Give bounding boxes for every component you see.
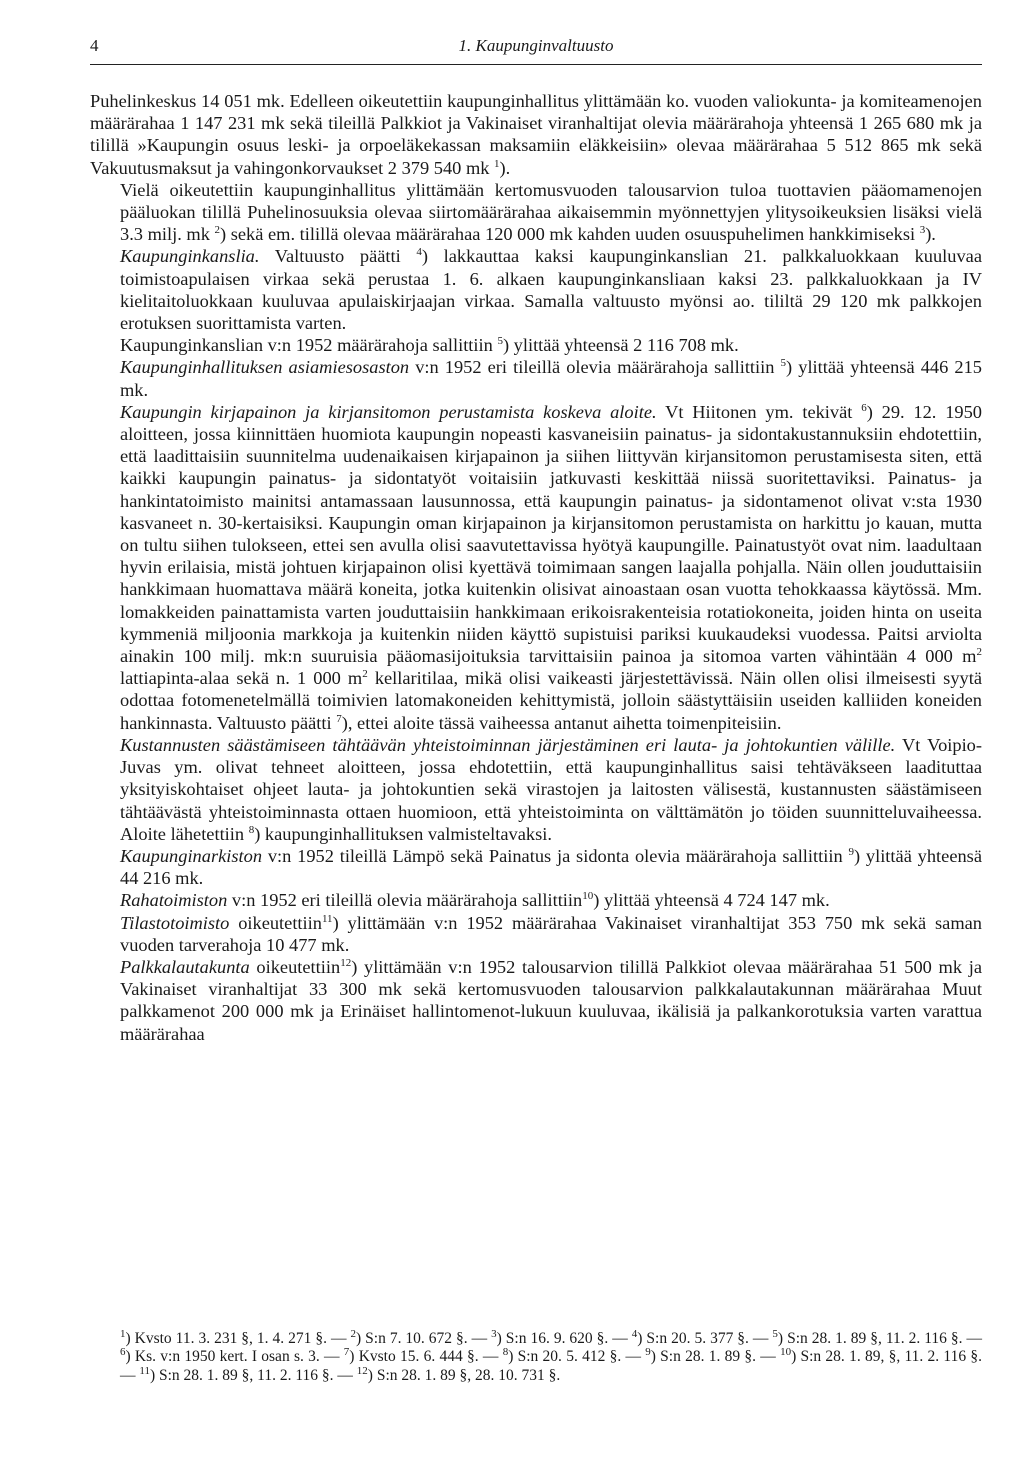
footnote-reference: 12 [340,956,352,969]
text-run: ) S:n 28. 1. 89, §, 11. 2. 116 §. — [120,1348,982,1384]
footnote-reference: 3 [491,1327,497,1340]
footnote-reference: 9 [848,845,854,858]
text-run: ) ylittää yhteensä 4 724 147 mk. [593,890,830,911]
text-run: Valtuusto päätti [259,246,417,267]
paragraph [120,912,982,956]
text-run: ) S:n 28. 1. 89 §, 11. 2. 116 §. — [777,1330,982,1347]
paragraph [90,90,982,179]
italic-heading: Palkkalautakunta [120,956,250,977]
footnote-reference: 5 [780,357,787,370]
footnote-reference: 5 [497,335,503,348]
text-run: ) lakkauttaa kaksi kaupunginkanslian 21. palkkaluokkaan kuuluvaa toimistoapulaisen virkaa sekä perustaa 1. 6. alkaen kaupunginkansliaan kaksi 23. palkkaluokkaan ja IV kielitaitoluokkaan kuuluvaa apulaiskirjaajan virkaa. Samalla valtuusto myönsi ao. tililtä 29 120 mk palkkojen erotuksen suorittamista varten. [120,246,982,334]
text-run: ) Ks. v:n 1950 kert. I osan s. 3. — [125,1348,344,1366]
italic-heading: Tilastotoimisto [120,912,230,933]
page-header [90,36,982,62]
text-run: v:n 1952 eri tileillä olevia määrärahoja sallittiin [227,890,583,911]
text-run: ) ylittää yhteensä 2 116 708 mk. [502,335,739,356]
footnote-reference: 12 [356,1364,368,1377]
text-run: ) S:n 16. 9. 620 §. — [496,1330,632,1347]
footnote-reference: 1 [494,157,500,170]
text-run: ) S:n 28. 1. 89 §, 28. 10. 731 §. [367,1366,561,1384]
footnote-reference: 11 [321,912,333,925]
italic-heading: Rahatoimiston [120,890,228,911]
text-run: v:n 1952 tileillä Lämpö sekä Painatus ja sidonta olevia määrärahoja sallittiin [262,845,849,866]
text-run: ), ettei aloite tässä vaiheessa antanut aihetta toimenpiteisiin. [341,712,782,733]
footnote-reference: 4 [631,1327,638,1340]
text-run: Vt Voipio-Juvas ym. olivat tehneet aloitteen, jossa ehdotettiin, että kaupunginhallitus saisi tehtäväkseen laadituttaa yksityiskohtaiset ohjeet lauta- ja johtokuntien sekä virastojen ja laitosten välisestä, kustannusten säästämiseen tähtäävästä yhteistoiminnasta ottaen huomioon, että yhteistoiminta on välttämätön jo töiden suunnitteluvaiheessa. Aloite lähetettiin [120,734,983,844]
text-run: oikeutettiin [229,912,322,933]
footnote-reference: 2 [362,668,368,681]
text-run: ) ylittää yhteensä 44 216 mk. [120,845,982,889]
paragraph [120,956,982,1045]
text-run: ) ylittää yhteensä 446 215 mk. [120,357,982,400]
text-run: ) S:n 20. 5. 412 §. — [508,1348,646,1366]
text-run: kellaritilaa, mikä olisi vaikeasti järjestettävissä. Näin ollen olisi ilmeisesti syytä odottaa fotomenetelmällä toimivien latomakoneiden kehittymistä, jolloin säästyttäisiin useiden kalliiden koneiden hankinnasta. Valtuusto päätti [120,668,982,733]
text-run: Vt Hiitonen ym. tekivät [656,401,862,422]
footnote-reference: 2 [976,645,982,658]
header-rule [90,64,982,65]
text-run: ) S:n 7. 10. 672 §. — [356,1330,492,1347]
text-run: Vielä oikeutettiin kaupunginhallitus ylittämään kertomusvuoden talousarvion tuloa tuottavien pääomamenojen pääluokan tilillä Puhelinosuuksia olevaa siirtomäärärahaa aikaisemmin myönnettyjen ylitysoikeuksien lisäksi vielä 3.3 milj. mk [120,179,982,245]
italic-heading: Kaupunginarkiston [120,845,263,866]
text-run: ) Kvsto 11. 3. 231 §, 1. 4. 271 §. — [125,1330,351,1347]
text-run: ) S:n 28. 1. 89 §, 11. 2. 116 §. — [149,1366,357,1384]
text-run: oikeutettiin [249,956,341,977]
text-run: Kaupunginkanslian v:n 1952 määrärahoja sallittiin [120,335,498,356]
text-run: v:n 1952 eri tileillä olevia määrärahoja sallittiin [409,357,781,378]
footnote-reference: 7 [343,1346,350,1359]
italic-heading: Kaupungin kirjapainon ja kirjansitomon perustamista koskeva aloite. [120,401,657,422]
footnote-reference: 1 [120,1327,126,1340]
footnote-reference: 2 [350,1327,356,1340]
paragraph [120,356,982,400]
paragraph [120,179,982,246]
footnote-reference: 3 [919,224,926,237]
paragraph [120,845,982,889]
text-run: ) sekä em. tilillä olevaa määrärahaa 120 000 mk kahden uuden osuuspuhelimen hankkimiseksi [220,224,920,245]
footnote-reference: 10 [780,1346,792,1359]
footnote-reference: 8 [248,823,255,836]
italic-heading: Kaupunginhallituksen asiamiesosaston [120,357,410,378]
footnotes [120,1327,982,1385]
text-run: ). [499,157,511,178]
text-run: ) ylittämään v:n 1952 määrärahaa Vakinaiset viranhaltijat 353 750 mk sekä saman vuoden tarverahoja 10 477 mk. [120,912,982,955]
text-run: ) 29. 12. 1950 aloitteen, jossa kiinnittäen huomiota kaupungin nopeasti kasvaneisiin painatus- ja sidontakustannuksiin ehdotettiin, että laadittaisiin suunnitelma uudenaikaisen kirjapainon ja siihen liittyvän kirjansitomon perustamisesta siten, että kaikki kaupungin painatus- ja sidontatyöt voitaisiin jatkuvasti keskittää niissä suoritettaviksi. Painatus- ja hankintatoimisto mainitsi antamassaan lausunnossa, että kaupungin painatus- ja sidontamenot olivat v:sta 1930 kasvaneet n. 30-kertaisiksi. Kaupungin oman kirjapainon ja kirjansitomon perustamista on harkittu jo kauan, mutta on tultu siihen tulokseen, ettei sen avulla olisi saavutettavissa hyötyä kaupungille. Painatustyöt ovat nim. laadultaan hyvin erilaisia, mistä johtuen kirjapainon olisi kyettävä toimimaan sangen laajalla pohjalla. Näin ollen jouduttaisiin hankkimaan huomattava määrä koneita, jotka kuitenkin olisivat ainoastaan osan vuotta tehokkaassa käytössä. Mm. lomakkeiden painattamista varten jouduttaisiin hankkimaan erikoisrakenteisia rotatiokoneita, joiden hinta on useita kymmeniä miljoonia markkoja ja kuitenkin niiden käyttö supistuisi pariksi kuukaudeksi vuodessa. Paitsi arviolta ainakin 100 milj. mk:n suuruisia pääomasijoituksia tarvittaisiin painoa ja sitomoa varten vähintään 4 000 m [120,401,982,667]
page-number: 4 [90,36,99,55]
footnote-reference: 2 [214,224,221,237]
text-run: Puhelinkeskus 14 051 mk. Edelleen oikeutettiin kaupunginhallitus ylittämään ko. vuoden valiokunta- ja komiteamenojen määrärahaa 1 147 231 mk sekä tileillä Palkkiot ja Vakinaiset viranhaltijat olevia määrärahoja yhteensä 1 265 680 mk ja tilillä »Kaupungin osuus leski- ja orpoeläkekassan maksamiin eläkkeisiin» olevaa määrärahaa 5 512 865 mk sekä Vakuutusmaksut ja vahingonkorvaukset 2 379 540 mk [90,91,982,178]
paragraph [120,401,982,734]
text-run: ) S:n 20. 5. 377 §. — [637,1330,773,1347]
paragraph [120,734,982,845]
italic-heading: Kustannusten säästämiseen tähtäävän yhteistoiminnan järjestäminen eri lauta- ja johtokuntien välille. [120,734,896,755]
footnote-reference: 6 [120,1346,126,1359]
footnote-reference: 7 [336,712,342,725]
text-run: ) S:n 28. 1. 89 §. — [650,1348,781,1366]
paragraph [120,245,982,334]
running-title: 1. Kaupunginvaltuusto [458,36,614,55]
footnote-reference: 10 [582,890,594,903]
text-run: ) ylittämään v:n 1952 talousarvion tilillä Palkkiot olevaa määrärahaa 51 500 mk ja Vakinaiset viranhaltijat 33 300 mk sekä kertomusvuoden talousarvion palkkalautakunnan määrärahaa Muut palkkamenot 200 000 mk ja Erinäiset hallintomenot-lukuun kuuluvaa, ikälisiä ja palkankorotuksia varten varattua määrärahaa [120,956,982,1044]
paragraph [120,334,982,356]
text-run: ) Kvsto 15. 6. 444 §. — [349,1348,503,1366]
text-run: ). [925,224,936,245]
footnote-text [120,1327,982,1385]
footnote-reference: 5 [772,1327,778,1340]
paragraph [120,889,982,911]
footnote-reference: 11 [139,1364,150,1377]
text-run: lattiapinta-alaa sekä n. 1 000 m [120,668,363,689]
footnote-reference: 9 [645,1346,651,1359]
footnote-reference: 8 [502,1346,509,1359]
body-text [90,90,983,1045]
footnote-reference: 6 [861,401,867,414]
text-run: ) kaupunginhallituksen valmisteltavaksi. [254,823,552,844]
footnote-reference: 4 [416,246,422,259]
italic-heading: Kaupunginkanslia. [120,246,260,267]
